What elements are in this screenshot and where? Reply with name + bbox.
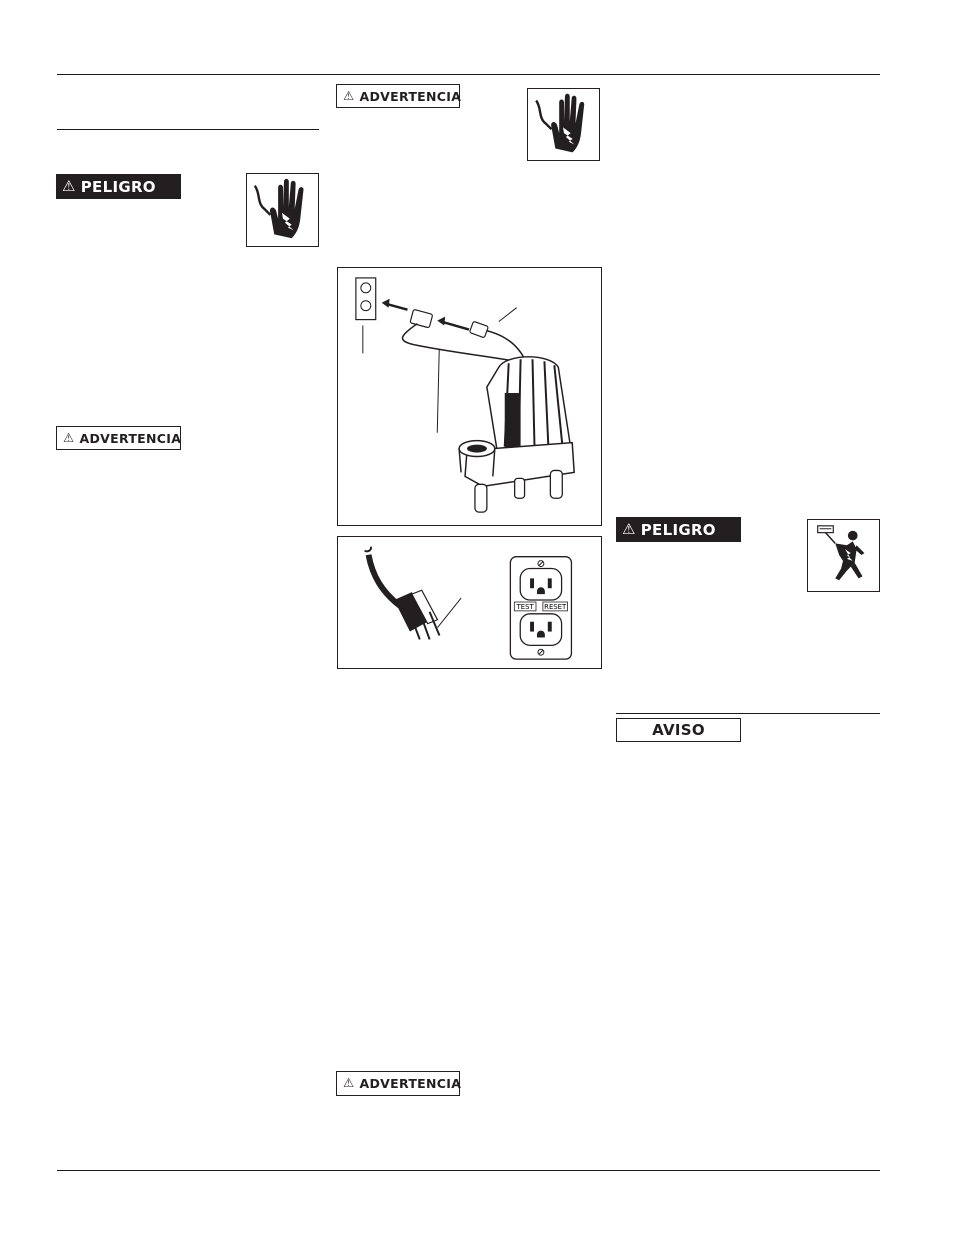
- test-button-label: TEST: [516, 602, 534, 611]
- warning-triangle-icon: ⚠: [62, 177, 76, 195]
- pump-illustration: [338, 268, 601, 525]
- aviso-label: AVISO: [652, 721, 705, 739]
- warning-triangle-icon: ⚠: [343, 1075, 355, 1091]
- bottom-rule: [57, 1170, 880, 1171]
- right-section-rule: [616, 713, 880, 714]
- pump-cord-diagram: [337, 267, 602, 526]
- warning-triangle-icon: ⚠: [63, 429, 75, 445]
- peligro-label: PELIGRO: [80, 177, 156, 196]
- warning-triangle-icon: ⚠: [622, 520, 636, 538]
- hand-electric-shock-icon: [247, 174, 318, 246]
- plug-outlet-diagram: [337, 536, 602, 669]
- person-electrocution-icon: [808, 520, 879, 591]
- left-section-rule: [57, 129, 319, 130]
- advertencia-label: ADVERTENCIA: [359, 1076, 462, 1091]
- advertencia-badge-top: [336, 84, 460, 108]
- peligro-label: PELIGRO: [640, 520, 716, 539]
- top-rule: [57, 74, 880, 75]
- hand-electric-shock-icon: [528, 89, 599, 160]
- reset-button-label: RESET: [544, 602, 567, 611]
- warning-triangle-icon: ⚠: [343, 87, 355, 103]
- hand-shock-icon-box: [246, 173, 319, 247]
- peligro-badge: [616, 517, 741, 542]
- advertencia-badge-left: [56, 426, 181, 450]
- electrocution-icon-box: [807, 519, 880, 592]
- gfci-outlet-illustration: [338, 537, 601, 668]
- aviso-badge: [616, 718, 741, 742]
- advertencia-label: ADVERTENCIA: [359, 88, 462, 104]
- advertencia-label: ADVERTENCIA: [79, 430, 182, 446]
- hand-shock-icon-box: [527, 88, 600, 161]
- advertencia-badge-bottom: [336, 1071, 460, 1096]
- peligro-badge: [56, 174, 181, 199]
